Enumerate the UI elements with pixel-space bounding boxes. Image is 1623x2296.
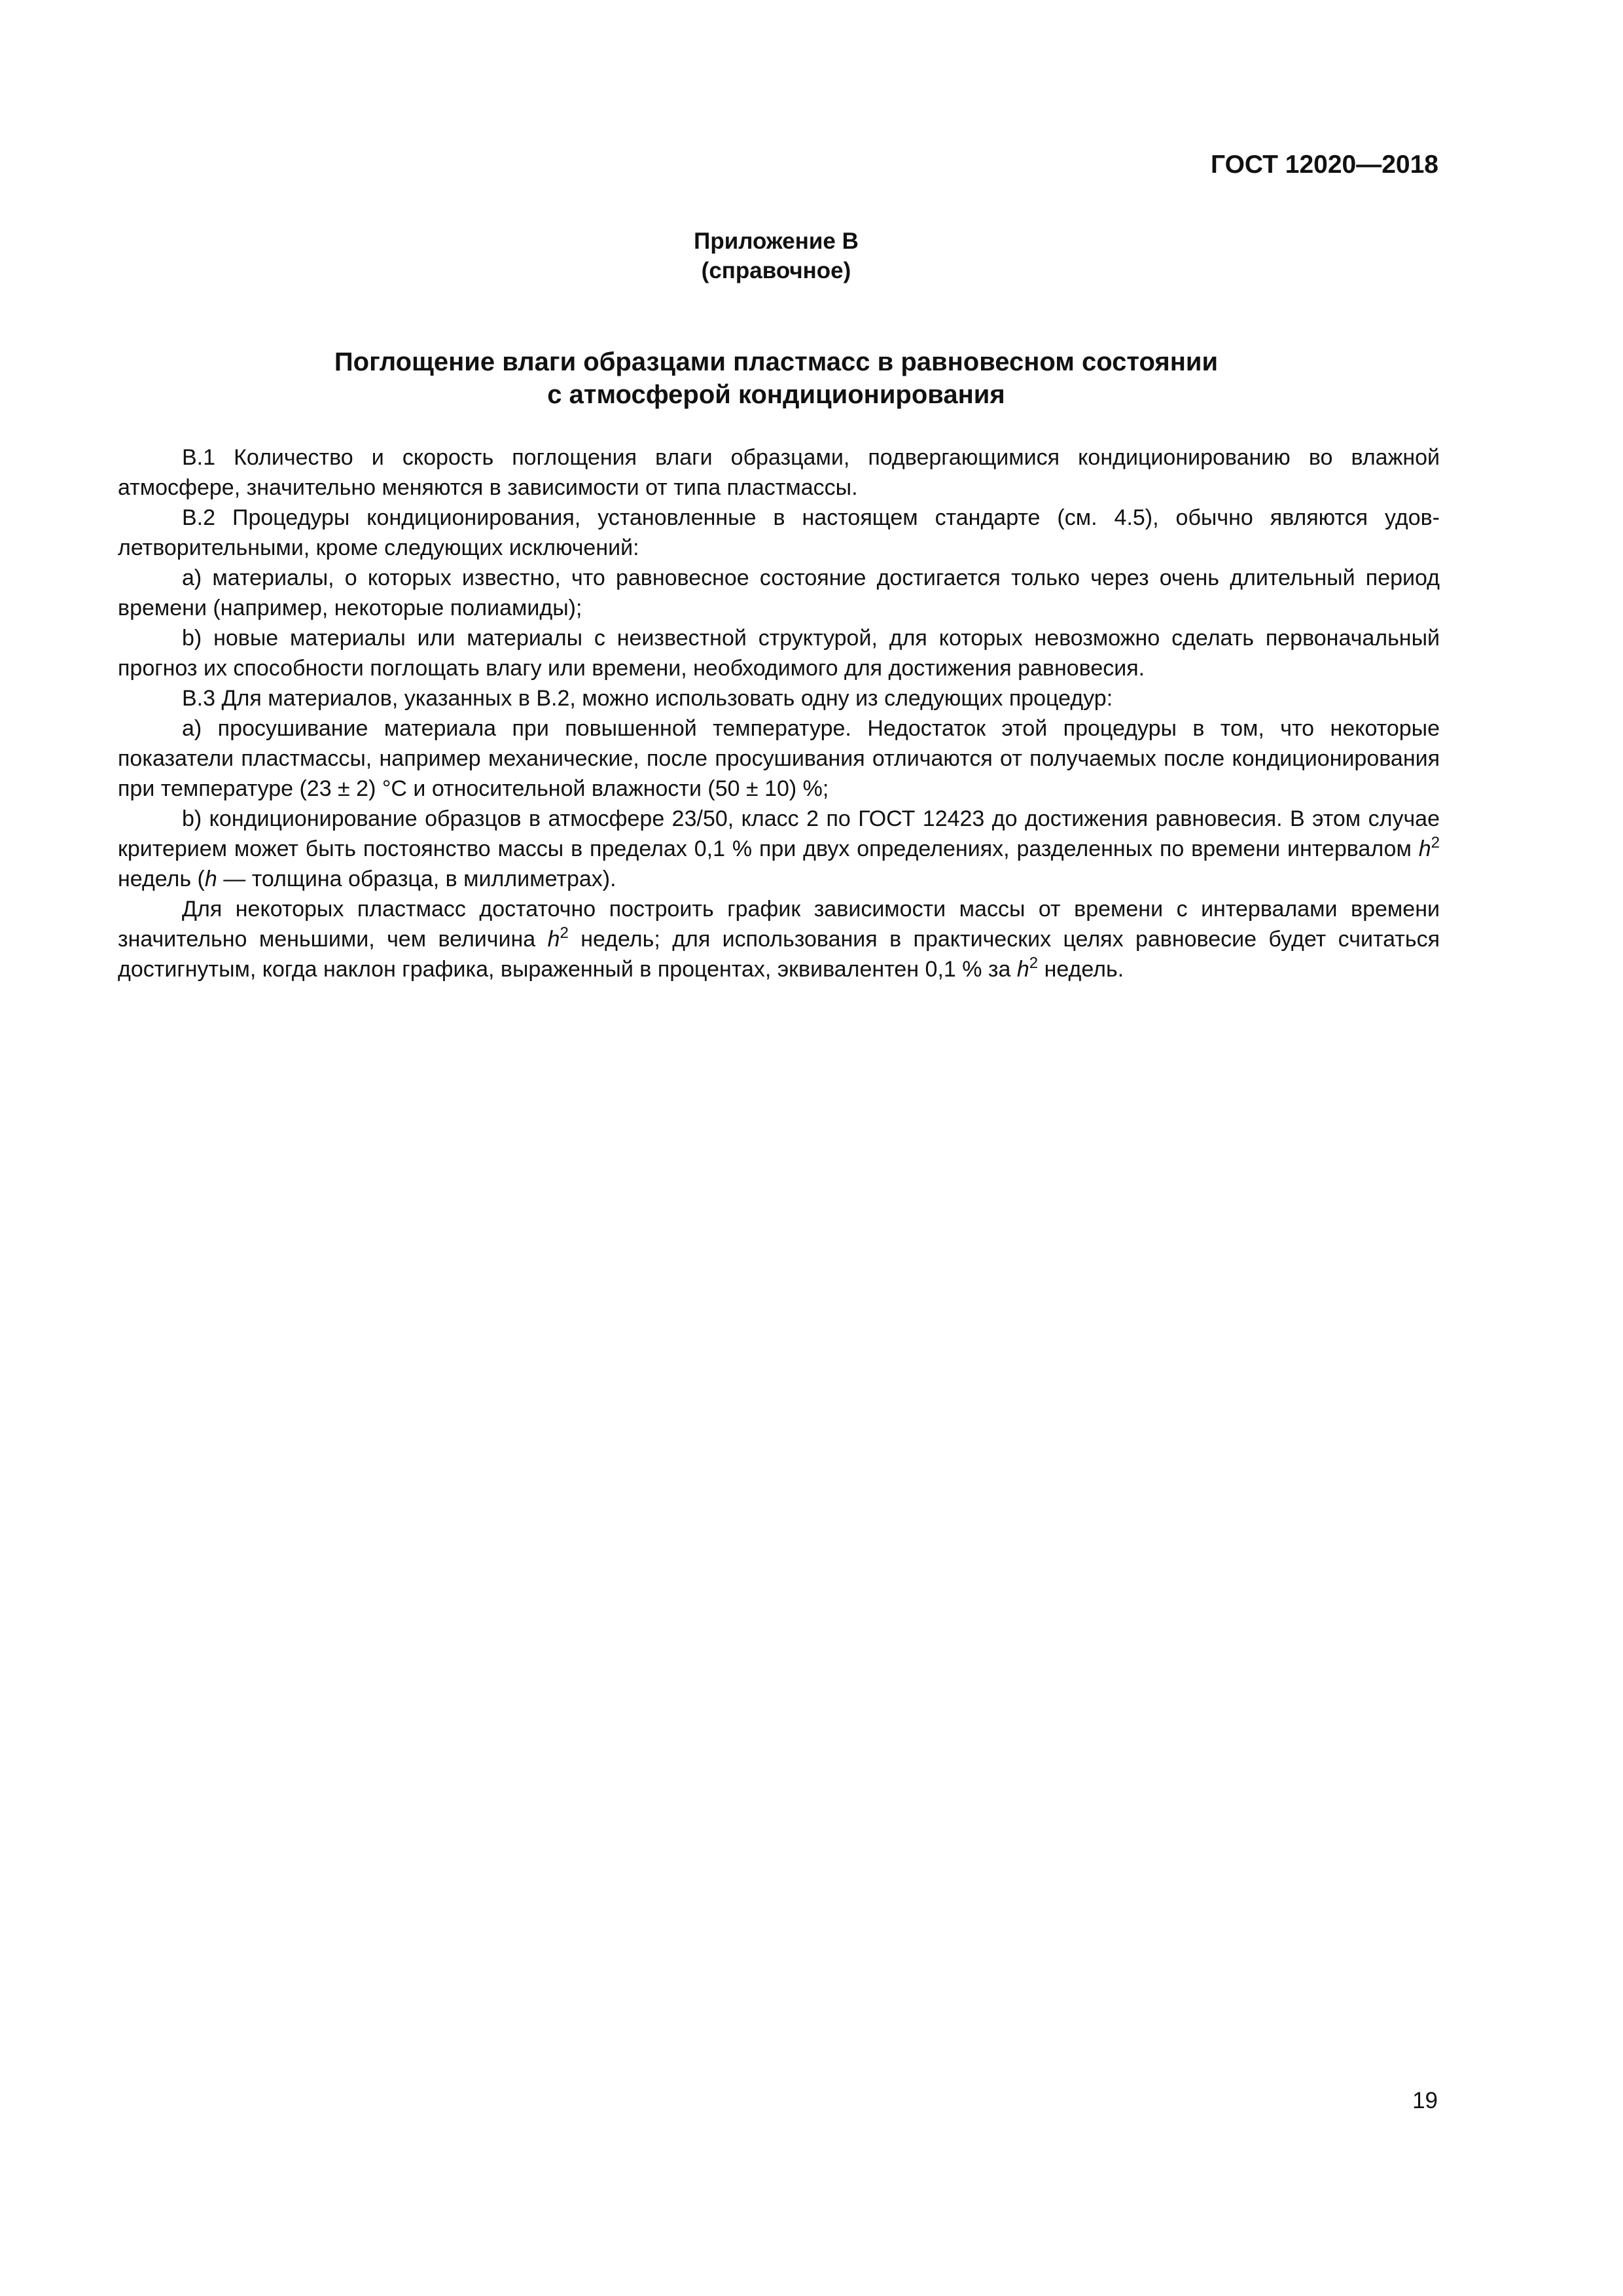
b3b-text-3: — толщина образца, в миллиметрах). — [217, 867, 616, 891]
title-line-1: Поглощение влаги образцами пластмасс в равновесном состоянии — [334, 348, 1219, 376]
b3b-text-2: недель ( — [118, 867, 205, 891]
page-number: 19 — [1412, 2088, 1438, 2113]
paragraph-last — [118, 894, 1440, 984]
paragraph-b2b: b) новые материалы или материалы с неизвестной структурой, для которых невозможно сделать первоначальный прогноз их способности поглощать влагу или времени, необходимого для достижения равновесия. — [118, 626, 1440, 681]
title-line-2: с атмосферой кондиционирования — [547, 380, 1005, 409]
body-text — [118, 442, 1440, 984]
last-sup: 2 — [560, 924, 569, 942]
paragraph-b3b — [118, 804, 1440, 894]
appendix-heading — [0, 226, 1552, 285]
last-text-2: недель; для использования в практических целях равновесие будет считаться достигнутым, когда наклон графика, выраженный в процентах, эквивалентен 0,1 % за — [118, 927, 1440, 982]
b3b-sup: 2 — [1431, 834, 1440, 852]
last-var-h: h — [547, 927, 560, 952]
document-code: ГОСТ 12020—2018 — [1211, 151, 1438, 179]
paragraph-b2a: а) материалы, о которых известно, что равновесное состояние достигается только через очень длительный период времени (например, некоторые полиамиды); — [118, 565, 1440, 620]
appendix-title — [0, 346, 1552, 411]
last-sup-2: 2 — [1029, 954, 1039, 972]
paragraph-b1: В.1 Количество и скорость поглощения влаги образцами, подвергающимися кондиционированию во влажной атмосфере, значительно меняются в зависимости от типа пластмассы. — [118, 445, 1440, 500]
paragraph-b3a: а) просушивание материала при повышенной температуре. Недостаток этой процедуры в том, что некоторые показатели пластмассы, например механические, после просушивания отличаются от получаемых после кондиционирования при температуре (23 ± 2) °С и относительной влажности (50 ± 10) %; — [118, 716, 1440, 801]
last-var-h-2: h — [1016, 957, 1029, 982]
last-text-1: Для некоторых пластмасс достаточно построить график зависимости массы от времени с интервалами времени значительно меньшими, чем величина — [118, 897, 1440, 952]
paragraph-b2: В.2 Процедуры кондиционирования, установленные в настоящем стандарте (см. 4.5), обычно являются удовлетворительными, кроме следующих исключений: — [118, 505, 1440, 560]
last-text-3: недель. — [1038, 957, 1124, 982]
b3b-var-h: h — [1418, 836, 1431, 861]
appendix-label: Приложение В — [694, 228, 859, 254]
b3b-var-h-2: h — [204, 867, 217, 891]
b3b-text-1: b) кондиционирование образцов в атмосфере 23/50, класс 2 по ГОСТ 12423 до достижения равновесия. В этом случае критерием может быть постоянство массы в пределах 0,1 % при двух определениях, разделенных по времени интервалом — [118, 806, 1440, 861]
appendix-status: (справочное) — [701, 258, 851, 283]
paragraph-b3: В.3 Для материалов, указанных в В.2, можно использовать одну из следующих процедур: — [182, 686, 1113, 711]
